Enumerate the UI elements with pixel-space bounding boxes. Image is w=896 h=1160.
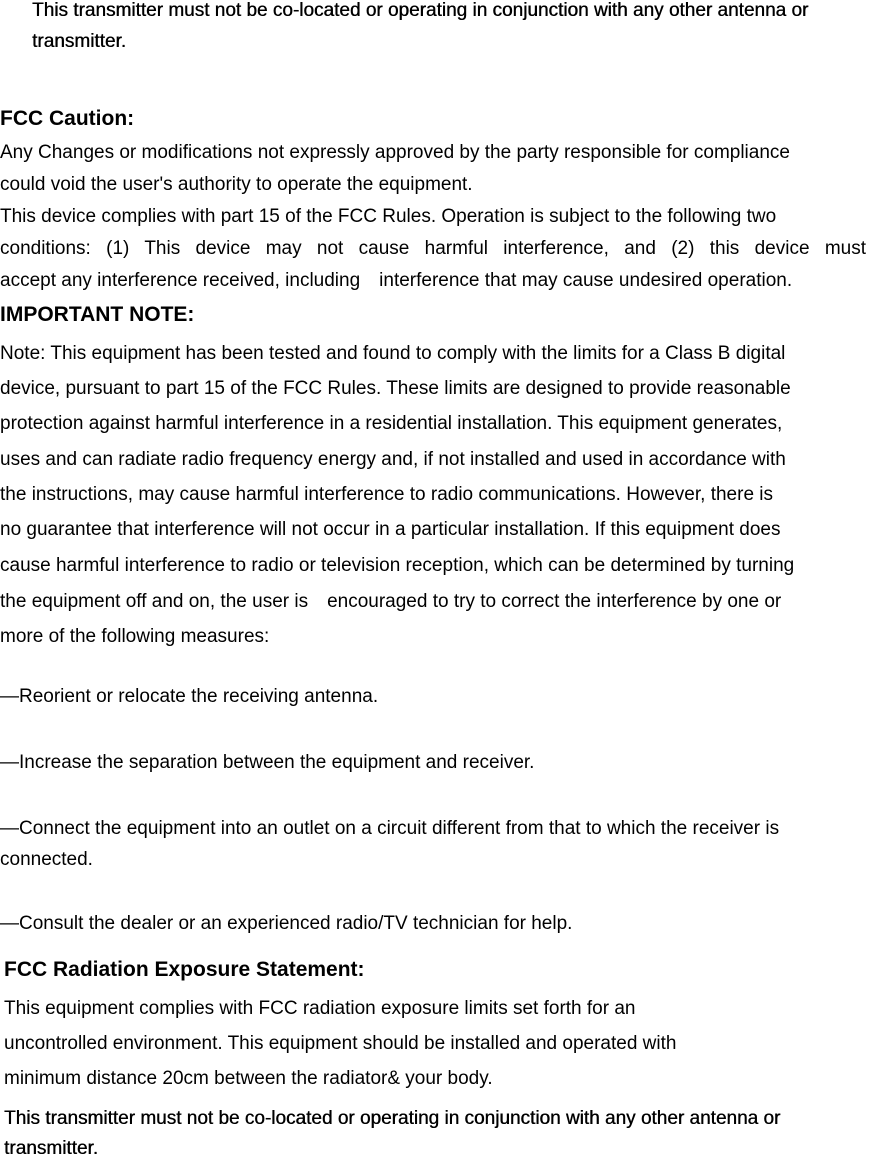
- radiation-heading: FCC Radiation Exposure Statement:: [4, 958, 365, 981]
- important-note-line: the equipment off and on, the user is encouraged to try to correct the interference by one or: [0, 591, 782, 612]
- top-notice-line-1: This transmitter must not be co-located or operating in conjunction with any other antenna or: [32, 0, 809, 21]
- fcc-caution-line: This device complies with part 15 of the FCC Rules. Operation is subject to the following two: [0, 206, 777, 227]
- important-note-line: cause harmful interference to radio or television reception, which can be determined by turning: [0, 555, 795, 576]
- bottom-notice-line-2: transmitter.: [4, 1138, 98, 1159]
- measure-item: —Connect the equipment into an outlet on a circuit different from that to which the receiver is: [0, 818, 780, 839]
- measure-item: —Consult the dealer or an experienced radio/TV technician for help.: [0, 913, 573, 934]
- important-note-heading: IMPORTANT NOTE:: [0, 303, 195, 326]
- important-note-line: the instructions, may cause harmful interference to radio communications. However, there is: [0, 484, 774, 505]
- fcc-caution-line: accept any interference received, including interference that may cause undesired operation.: [0, 270, 793, 291]
- radiation-line: uncontrolled environment. This equipment should be installed and operated with: [4, 1033, 677, 1054]
- important-note-line: more of the following measures:: [0, 626, 270, 647]
- fcc-caution-line: Any Changes or modifications not expressly approved by the party responsible for compliance: [0, 142, 790, 163]
- important-note-line: protection against harmful interference in a residential installation. This equipment generates,: [0, 413, 783, 434]
- top-notice-line-2: transmitter.: [32, 31, 126, 52]
- important-note-line: Note: This equipment has been tested and found to comply with the limits for a Class B digital: [0, 343, 786, 364]
- important-note-line: device, pursuant to part 15 of the FCC Rules. These limits are designed to provide reasonable: [0, 378, 791, 399]
- measure-item: —Increase the separation between the equipment and receiver.: [0, 752, 535, 773]
- important-note-line: no guarantee that interference will not occur in a particular installation. If this equipment does: [0, 519, 781, 540]
- measure-item: —Reorient or relocate the receiving antenna.: [0, 686, 379, 707]
- important-note-line: uses and can radiate radio frequency energy and, if not installed and used in accordance with: [0, 449, 786, 470]
- radiation-line: minimum distance 20cm between the radiator& your body.: [4, 1068, 493, 1089]
- bottom-notice-line-1: This transmitter must not be co-located or operating in conjunction with any other antenna or: [4, 1108, 781, 1129]
- measure-item-continuation: connected.: [0, 849, 93, 870]
- fcc-caution-line: conditions: (1) This device may not cause harmful interference, and (2) this device must: [0, 238, 866, 259]
- radiation-line: This equipment complies with FCC radiation exposure limits set forth for an: [4, 998, 636, 1019]
- fcc-caution-line: could void the user's authority to operate the equipment.: [0, 174, 473, 195]
- fcc-caution-heading: FCC Caution:: [0, 107, 135, 130]
